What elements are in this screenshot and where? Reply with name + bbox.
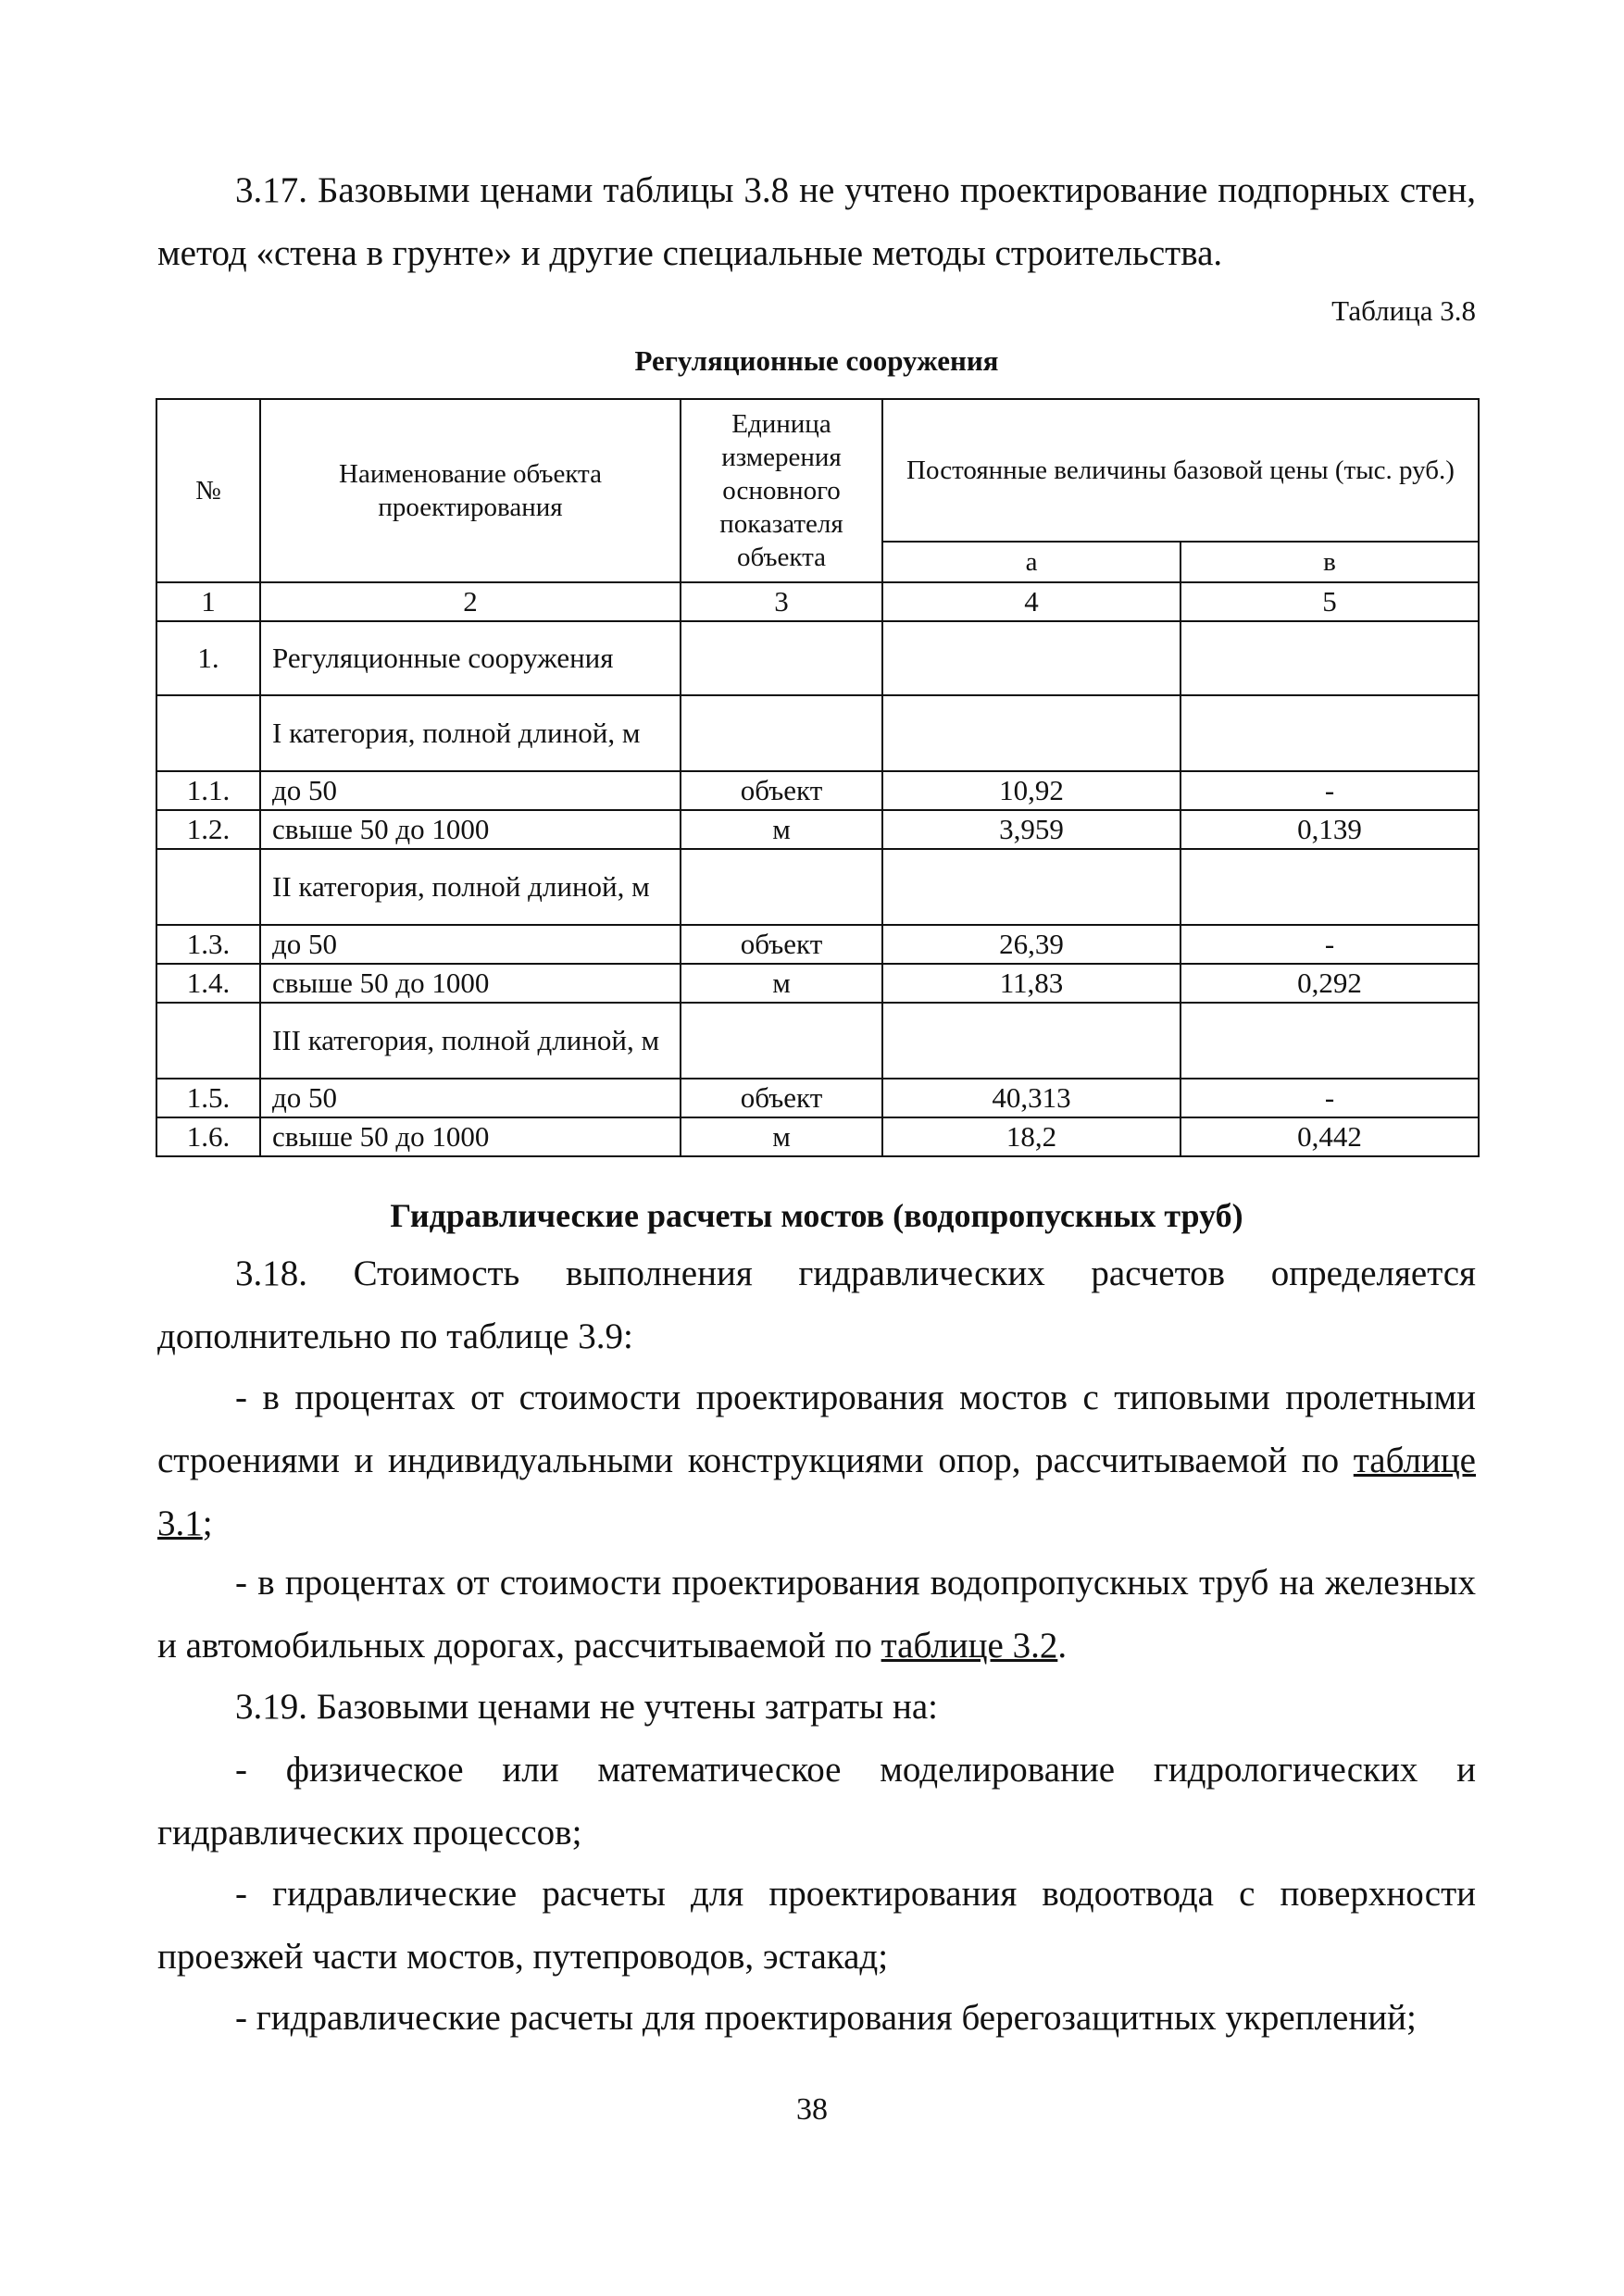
row-name: свыше 50 до 1000	[260, 1117, 681, 1156]
row-num: 1.3.	[156, 925, 260, 964]
row-num	[156, 849, 260, 925]
bullet-item: - гидравлические расчеты для проектирования берегозащитных укреплений;	[235, 1998, 1417, 2038]
section-heading: Гидравлические расчеты мостов (водопропускных труб)	[390, 1197, 1243, 1234]
row-b: 0,292	[1181, 964, 1479, 1003]
table-row	[156, 621, 1479, 695]
row-name: Регуляционные сооружения	[260, 621, 681, 695]
row-unit	[681, 1003, 882, 1079]
row-b: -	[1181, 925, 1479, 964]
table-row	[156, 695, 1479, 771]
header-num: №	[156, 399, 260, 582]
row-a: 10,92	[882, 771, 1181, 810]
row-name: I категория, полной длиной, м	[260, 695, 681, 771]
header-name: Наименование объекта проектирования	[260, 399, 681, 582]
table-row	[156, 1003, 1479, 1079]
table-3-2-link[interactable]: таблице 3.2	[881, 1626, 1058, 1666]
table-row	[156, 925, 1479, 964]
bullet-item: - физическое или математическое моделирование гидрологических и гидравлических процессов;	[157, 1750, 1476, 1853]
row-name: III категория, полной длиной, м	[260, 1003, 681, 1079]
bullet-end: ;	[202, 1504, 213, 1543]
row-unit	[681, 849, 882, 925]
row-a	[882, 695, 1181, 771]
row-a	[882, 1003, 1181, 1079]
table-title: Регуляционные сооружения	[634, 344, 999, 377]
row-num: 1.2.	[156, 810, 260, 849]
col-number: 4	[882, 582, 1181, 621]
bullet-end: .	[1057, 1626, 1068, 1666]
header-unit: Единица измерения основного показателя объекта	[681, 399, 882, 582]
row-unit: м	[681, 810, 882, 849]
header-b: в	[1181, 542, 1479, 582]
row-unit: объект	[681, 771, 882, 810]
row-b	[1181, 849, 1479, 925]
row-num: 1.4.	[156, 964, 260, 1003]
bullet-item	[157, 1366, 1476, 1555]
row-a: 40,313	[882, 1079, 1181, 1117]
row-b: -	[1181, 771, 1479, 810]
row-name: до 50	[260, 925, 681, 964]
bullet-text: - в процентах от стоимости проектирования мостов с типовыми пролетными строениями и индивидуальными конструкциями опор, рассчитываемой по	[157, 1378, 1476, 1480]
paragraph-3-17: 3.17. Базовыми ценами таблицы 3.8 не учтено проектирование подпорных стен, метод «стена в грунте» и другие специальные методы строительства.	[157, 170, 1476, 273]
row-b: -	[1181, 1079, 1479, 1117]
col-number: 3	[681, 582, 882, 621]
row-b	[1181, 621, 1479, 695]
row-a: 11,83	[882, 964, 1181, 1003]
row-num: 1.6.	[156, 1117, 260, 1156]
table-row	[156, 849, 1479, 925]
row-b: 0,442	[1181, 1117, 1479, 1156]
table-row	[156, 810, 1479, 849]
row-num	[156, 695, 260, 771]
row-unit: м	[681, 964, 882, 1003]
row-b	[1181, 695, 1479, 771]
bullet-text: - в процентах от стоимости проектирования водопропускных труб на железных и автомобильных дорогах, рассчитываемой по	[157, 1563, 1476, 1666]
table-row	[156, 771, 1479, 810]
col-number: 5	[1181, 582, 1479, 621]
table-row	[156, 964, 1479, 1003]
row-a: 26,39	[882, 925, 1181, 964]
paragraph-3-18: 3.18. Стоимость выполнения гидравлических расчетов определяется дополнительно по таблице 3.9:	[157, 1254, 1476, 1356]
page-number: 38	[796, 2092, 828, 2127]
table-row	[156, 1079, 1479, 1117]
row-num	[156, 1003, 260, 1079]
row-unit: объект	[681, 925, 882, 964]
row-a: 18,2	[882, 1117, 1181, 1156]
header-price: Постоянные величины базовой цены (тыс. руб.)	[882, 399, 1479, 542]
row-unit	[681, 621, 882, 695]
row-unit	[681, 695, 882, 771]
table-label: Таблица 3.8	[1331, 294, 1476, 327]
price-table	[156, 398, 1480, 1157]
header-a: а	[882, 542, 1181, 582]
row-unit: объект	[681, 1079, 882, 1117]
row-name: II категория, полной длиной, м	[260, 849, 681, 925]
col-number: 1	[156, 582, 260, 621]
row-name: свыше 50 до 1000	[260, 964, 681, 1003]
row-a	[882, 849, 1181, 925]
table-3-1-link[interactable]: таблице 3.1	[157, 1441, 1476, 1543]
row-unit: м	[681, 1117, 882, 1156]
bullet-item	[157, 1552, 1476, 1678]
row-num: 1.	[156, 621, 260, 695]
row-a	[882, 621, 1181, 695]
row-name: свыше 50 до 1000	[260, 810, 681, 849]
table-row	[156, 1117, 1479, 1156]
bullet-item: - гидравлические расчеты для проектирования водоотвода с поверхности проезжей части мостов, путепроводов, эстакад;	[157, 1874, 1476, 1977]
row-num: 1.1.	[156, 771, 260, 810]
row-num: 1.5.	[156, 1079, 260, 1117]
row-name: до 50	[260, 771, 681, 810]
paragraph-3-19: 3.19. Базовыми ценами не учтены затраты на:	[235, 1687, 938, 1727]
row-name: до 50	[260, 1079, 681, 1117]
row-a: 3,959	[882, 810, 1181, 849]
col-number: 2	[260, 582, 681, 621]
row-b	[1181, 1003, 1479, 1079]
row-b: 0,139	[1181, 810, 1479, 849]
